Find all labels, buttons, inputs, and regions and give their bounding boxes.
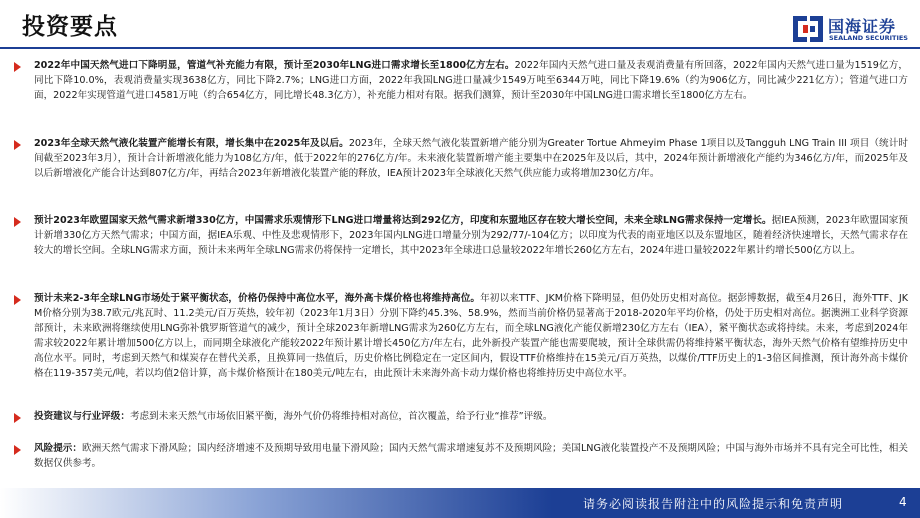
bullet-text bbox=[34, 409, 908, 424]
bullet-marker-icon bbox=[14, 295, 21, 305]
bullet-item bbox=[12, 58, 908, 103]
bullet-marker-icon bbox=[14, 217, 21, 227]
bullet-heading: 预计2023年欧盟国家天然气需求新增330亿方，中国需求乐观情形下LNG进口增量将达到292亿方，印度和东盟地区存在较大增长空间，未来全球LNG需求保持一定增长。 bbox=[34, 215, 772, 226]
bullet-item bbox=[12, 291, 908, 381]
bullet-marker-icon bbox=[14, 62, 21, 72]
bullet-heading: 2022年中国天然气进口下降明显，管道气补充能力有限，预计至2030年LNG进口需求增长至1800亿方左右。 bbox=[34, 60, 515, 71]
bullet-item bbox=[12, 136, 908, 181]
logo-subtitle: SEALAND SECURITIES bbox=[829, 34, 908, 42]
company-logo bbox=[792, 13, 908, 45]
bullet-marker-icon bbox=[14, 413, 21, 423]
bullet-heading: 预计未来2-3年全球LNG市场处于紧平衡状态，价格仍保持中高位水平，海外高卡煤价格也将维持高位。 bbox=[34, 293, 481, 304]
footer bbox=[0, 488, 920, 518]
bullet-text bbox=[34, 213, 908, 258]
page-number: 4 bbox=[899, 495, 907, 509]
bullet-text bbox=[34, 136, 908, 181]
disclaimer-text: 请务必阅读报告附注中的风险提示和免责声明 bbox=[583, 497, 844, 511]
bullet-heading: 投资建议与行业评级： bbox=[34, 411, 130, 422]
header bbox=[0, 0, 920, 50]
bullet-text bbox=[34, 291, 908, 381]
bullet-text bbox=[34, 58, 908, 103]
bullet-body: 欧洲天然气需求下滑风险；国内经济增速不及预期导致用电量下滑风险；国内天然气需求增速复苏不及预期风险；美国LNG液化装置投产不及预期风险；中国与海外市场并不具有完全可比性，相关数据仅供参考。 bbox=[34, 443, 908, 469]
bullet-body: 年初以来TTF、JKM价格下降明显，但仍处历史相对高位。据彭博数据，截至4月26日，海外TTF、JKM价格分别为38.7欧元/兆瓦时、11.2美元/百万英热，较年初（2023年1月3日）分别下降约45.3%、58.9%，然而当前价格仍显著高于2018-2020年平均价格，仍处于历史相对高位。据澳洲工业科学资源部预计，未来欧洲将继续使用LNG弥补俄罗斯管道气的减少，预计全球2023年新增LNG需求为260亿方左右，而全球LNG液化产能仅新增230亿方左右（IEA），紧平衡状态或将持续。未来，考虑到2024年需求较2022年累计增加500亿方以上，而同期全球液化产能较2022年预计累计增长450亿方/年左右，此外新投产装置产能也需要爬坡，预计全球供需仍将维持紧平衡状态，海外天然气价格有望维持历史中高位水平。同时，考虑到天然气和煤炭存在替代关系，且换算同一热值后，历史价格比例稳定在一定区间内，假设TTF价格维持在15美元/百万英热，以煤价/TTF历史上的1-3倍区间推测，预计海外高卡煤价格在119-357美元/吨，若以均值2倍计算，高卡煤价格预计在180美元/吨左右，由此预计未来海外高卡动力煤价格也将维持历史中高位水平。 bbox=[34, 293, 908, 379]
header-divider bbox=[0, 47, 920, 49]
bullet-body: 2023年，全球天然气液化装置新增产能分别为Greater Tortue Ahmeyim Phase 1项目以及Tangguh LNG Train III 项目（统计时间截至2023年3月），预计合计新增液化能力为108亿方/年，低于2022年的276亿方/年。未来液化装置新增产能主要集中在2025年及以后，其中，2024年预计新增液化产能约为346亿方/年，而2025年及以后新增液化产能合计达到807亿方/年，再结合2023年新增液化装置产能的释放，IEA预计2023年全球液化天然气供应能力或将增加230亿方/年。 bbox=[34, 138, 908, 179]
bullet-heading: 风险提示： bbox=[34, 443, 82, 454]
bullet-body: 考虑到未来天然气市场依旧紧平衡，海外气价仍将维持相对高位，首次覆盖，给予行业“推荐”评级。 bbox=[129, 411, 553, 422]
bullet-item bbox=[12, 409, 908, 424]
bullet-marker-icon bbox=[14, 140, 21, 150]
bullet-marker-icon bbox=[14, 445, 21, 455]
bullet-heading: 2023年全球天然气液化装置产能增长有限，增长集中在2025年及以后。 bbox=[34, 138, 349, 149]
bullet-item bbox=[12, 213, 908, 258]
bullet-text bbox=[34, 441, 908, 471]
bullet-body: 2022年国内天然气进口量及表观消费量有所回落，2022年国内天然气进口量为1519亿方，同比下降10.0%，表观消费量实现3638亿方，同比下降2.7%；LNG进口方面，2022年我国LNG进口量减少1549万吨至6344万吨，同比下降19.6%（约为906亿方，同比减少221亿方）；管道气进口方面，2022年实现管道气进口4581万吨（约合654亿方，同比增长48.3亿方），补充能力相对有限。据我们测算，预计至2030年中国LNG进口需求增长至1800亿方左右。 bbox=[34, 60, 908, 101]
bullet-item bbox=[12, 441, 908, 471]
bullet-body: 据IEA预测，2023年欧盟国家预计新增330亿方天然气需求；中国方面，据IEA乐观、中性及悲观情形下，2023年国内LNG进口增量分别为292/77/-104亿方；以印度为代表的南亚地区以及东盟地区，随着经济快速增长，天然气需求存在较大的增长空间。全球LNG需求方面，预计未来两年全球LNG需求仍将保持一定增长，其中2023年全球进口总量较2022年增长260亿方左右，2024年进口量较2022年累计约增长500亿方以上。 bbox=[34, 215, 908, 256]
page-title: 投资要点 bbox=[22, 14, 118, 40]
sealand-logo-icon bbox=[792, 13, 824, 45]
logo-name: 国海证券 bbox=[828, 17, 897, 36]
key-points bbox=[12, 56, 908, 476]
